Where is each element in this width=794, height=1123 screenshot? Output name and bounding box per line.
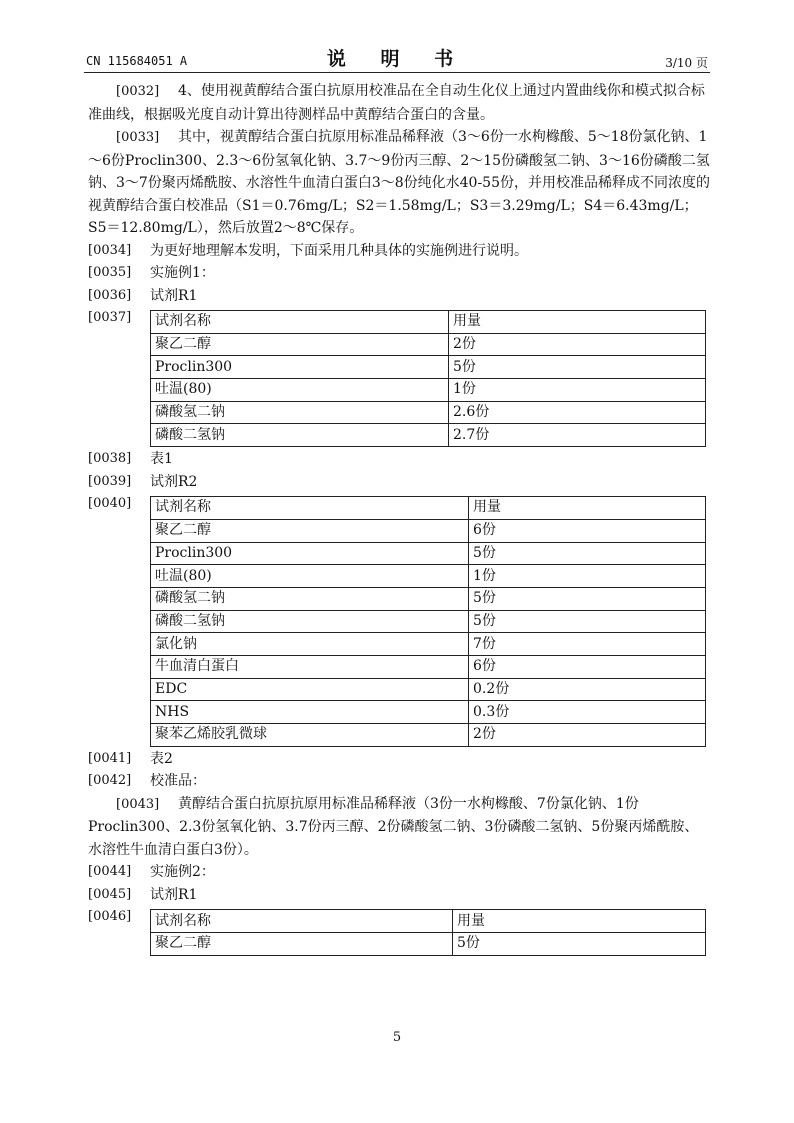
table-cell: 0.2份 bbox=[469, 678, 706, 701]
paragraph-0046 bbox=[88, 909, 710, 955]
table-cell: EDC bbox=[151, 678, 469, 701]
table-row bbox=[151, 424, 706, 447]
table-header-row bbox=[151, 311, 706, 334]
table-cell: 1份 bbox=[469, 565, 706, 588]
table-header-row bbox=[151, 497, 706, 520]
paragraph-number: [0046] bbox=[88, 909, 132, 925]
paragraph-text: 黄醇结合蛋白抗原抗原用标准品稀释液（3份一水枸橼酸、7份氯化钠、1份Proclin300、2.3份氢氧化钠、3.7份丙三醇、2份磷酸氢二钠、3份磷酸二氢钠、5份聚丙烯酰胺、水溶性牛血清白蛋白3份）。 bbox=[88, 795, 699, 858]
table-row bbox=[151, 724, 706, 747]
table-cell: 磷酸氢二钠 bbox=[151, 587, 469, 610]
paragraph-text: 其中，视黄醇结合蛋白抗原用标准品稀释液（3～6份一水枸橼酸、5～18份氯化钠、1～6份Proclin300、2.3～6份氢氧化钠、3.7～9份丙三醇、2～15份磷酸氢二钠、3～16份磷酸二氢钠、3～7份聚丙烯酰胺、水溶性牛血清白蛋白3～8份纯化水40-55份，并用校准品稀释成不同浓度的视黄醇结合蛋白校准品（S1＝0.76mg/L；S2＝1.58mg/L；S3＝3.29mg/L；S4＝6.43mg/L；S5＝12.80mg/L），然后放置2～8℃保存。 bbox=[88, 129, 710, 236]
table-header-cell: 试剂名称 bbox=[151, 497, 469, 520]
table-header-cell: 用量 bbox=[469, 497, 706, 520]
table-row bbox=[151, 932, 706, 955]
table-cell: 5份 bbox=[469, 542, 706, 565]
table-cell: Proclin300 bbox=[151, 542, 469, 565]
paragraph-text: 试剂R1 bbox=[150, 287, 198, 304]
paragraph-0036 bbox=[88, 285, 710, 308]
paragraph-text: 试剂R1 bbox=[150, 886, 198, 903]
table-cell: Proclin300 bbox=[151, 356, 449, 379]
table-cell: 磷酸氢二钠 bbox=[151, 401, 449, 424]
paragraph-number: [0032] bbox=[116, 84, 160, 99]
paragraph-number: [0042] bbox=[88, 773, 132, 789]
table-cell: 2份 bbox=[449, 333, 706, 356]
table-cell: 5份 bbox=[469, 610, 706, 633]
table-row bbox=[151, 565, 706, 588]
paragraph-number: [0036] bbox=[88, 287, 132, 303]
paragraph-0045 bbox=[88, 884, 710, 907]
table-cell: 牛血清白蛋白 bbox=[151, 655, 469, 678]
patent-number: CN 115684051 A bbox=[86, 54, 188, 68]
table-row bbox=[151, 610, 706, 633]
paragraph-0038 bbox=[88, 448, 710, 471]
table-cell: 7份 bbox=[469, 633, 706, 656]
table-cell: 磷酸二氢钠 bbox=[151, 424, 449, 447]
table-row bbox=[151, 542, 706, 565]
paragraph-0034 bbox=[88, 240, 710, 263]
paragraph-text: 为更好地理解本发明，下面采用几种具体的实施例进行说明。 bbox=[150, 242, 528, 259]
table-cell: 5份 bbox=[453, 932, 706, 955]
table-row bbox=[151, 701, 706, 724]
paragraph-text: 校准品： bbox=[150, 773, 206, 790]
table-cell: 5份 bbox=[449, 356, 706, 379]
paragraph-number: [0044] bbox=[88, 864, 132, 880]
table-cell: 6份 bbox=[469, 655, 706, 678]
reagent-table-2 bbox=[150, 496, 706, 747]
paragraph-0037 bbox=[88, 310, 710, 447]
table-header-cell: 用量 bbox=[453, 910, 706, 933]
paragraph-text: 4、使用视黄醇结合蛋白抗原用校准品在全自动生化仪上通过内置曲线你和模式拟合标准曲线，根据吸光度自动计算出待测样品中黄醇结合蛋白的含量。 bbox=[88, 83, 705, 123]
paragraph-number: [0037] bbox=[88, 310, 132, 325]
paragraph-0039 bbox=[88, 471, 710, 494]
table-cell: 聚苯乙烯胶乳微球 bbox=[151, 724, 469, 747]
table-cell: 2.6份 bbox=[449, 401, 706, 424]
paragraph-number: [0040] bbox=[88, 496, 132, 512]
reagent-table-1 bbox=[150, 310, 706, 447]
paragraph-number: [0043] bbox=[116, 796, 160, 812]
table-row bbox=[151, 633, 706, 656]
paragraph-number: [0041] bbox=[88, 750, 132, 766]
table-cell: 磷酸二氢钠 bbox=[151, 610, 469, 633]
paragraph-number: [0035] bbox=[88, 265, 132, 280]
table-header-cell: 试剂名称 bbox=[151, 910, 453, 933]
table-row bbox=[151, 678, 706, 701]
table-row bbox=[151, 333, 706, 356]
paragraph-number: [0038] bbox=[88, 451, 132, 467]
table-row bbox=[151, 519, 706, 542]
page-number: 5 bbox=[392, 1030, 402, 1045]
paragraph-number: [0045] bbox=[88, 886, 132, 902]
table-cell: 吐温(80) bbox=[151, 379, 449, 402]
paragraph-0043 bbox=[88, 793, 710, 862]
table-cell: 聚乙二醇 bbox=[151, 519, 469, 542]
page-header bbox=[84, 46, 710, 73]
table-row bbox=[151, 587, 706, 610]
reagent-table-3 bbox=[150, 909, 706, 955]
table-caption: 表2 bbox=[150, 750, 173, 767]
table-cell: NHS bbox=[151, 701, 469, 724]
paragraph-0044 bbox=[88, 861, 710, 884]
table-cell: 2.7份 bbox=[449, 424, 706, 447]
table-cell: 吐温(80) bbox=[151, 565, 469, 588]
table-row bbox=[151, 356, 706, 379]
paragraph-0032 bbox=[88, 80, 710, 126]
page-indicator: 3/10 页 bbox=[665, 56, 708, 70]
paragraph-text: 试剂R2 bbox=[150, 473, 198, 490]
paragraph-text: 实施例1： bbox=[150, 265, 215, 281]
table-header-cell: 试剂名称 bbox=[151, 311, 449, 334]
paragraph-number: [0034] bbox=[88, 242, 132, 258]
table-header-cell: 用量 bbox=[449, 311, 706, 334]
table-cell: 2份 bbox=[469, 724, 706, 747]
document-title: 说 明 书 bbox=[326, 48, 468, 70]
document-body bbox=[88, 80, 710, 957]
table-cell: 5份 bbox=[469, 587, 706, 610]
paragraph-0040 bbox=[88, 496, 710, 747]
table-row bbox=[151, 379, 706, 402]
table-caption: 表1 bbox=[150, 451, 173, 468]
table-cell: 6份 bbox=[469, 519, 706, 542]
paragraph-0033 bbox=[88, 126, 710, 240]
table-row bbox=[151, 401, 706, 424]
table-header-row bbox=[151, 910, 706, 933]
paragraph-number: [0033] bbox=[116, 130, 160, 145]
paragraph-text: 实施例2： bbox=[150, 864, 215, 881]
table-cell: 1份 bbox=[449, 379, 706, 402]
table-cell: 聚乙二醇 bbox=[151, 932, 453, 955]
paragraph-0035 bbox=[88, 262, 710, 285]
table-cell: 氯化钠 bbox=[151, 633, 469, 656]
paragraph-0041 bbox=[88, 748, 710, 771]
paragraph-0042 bbox=[88, 770, 710, 793]
paragraph-number: [0039] bbox=[88, 473, 132, 489]
table-cell: 聚乙二醇 bbox=[151, 333, 449, 356]
table-row bbox=[151, 655, 706, 678]
table-cell: 0.3份 bbox=[469, 701, 706, 724]
